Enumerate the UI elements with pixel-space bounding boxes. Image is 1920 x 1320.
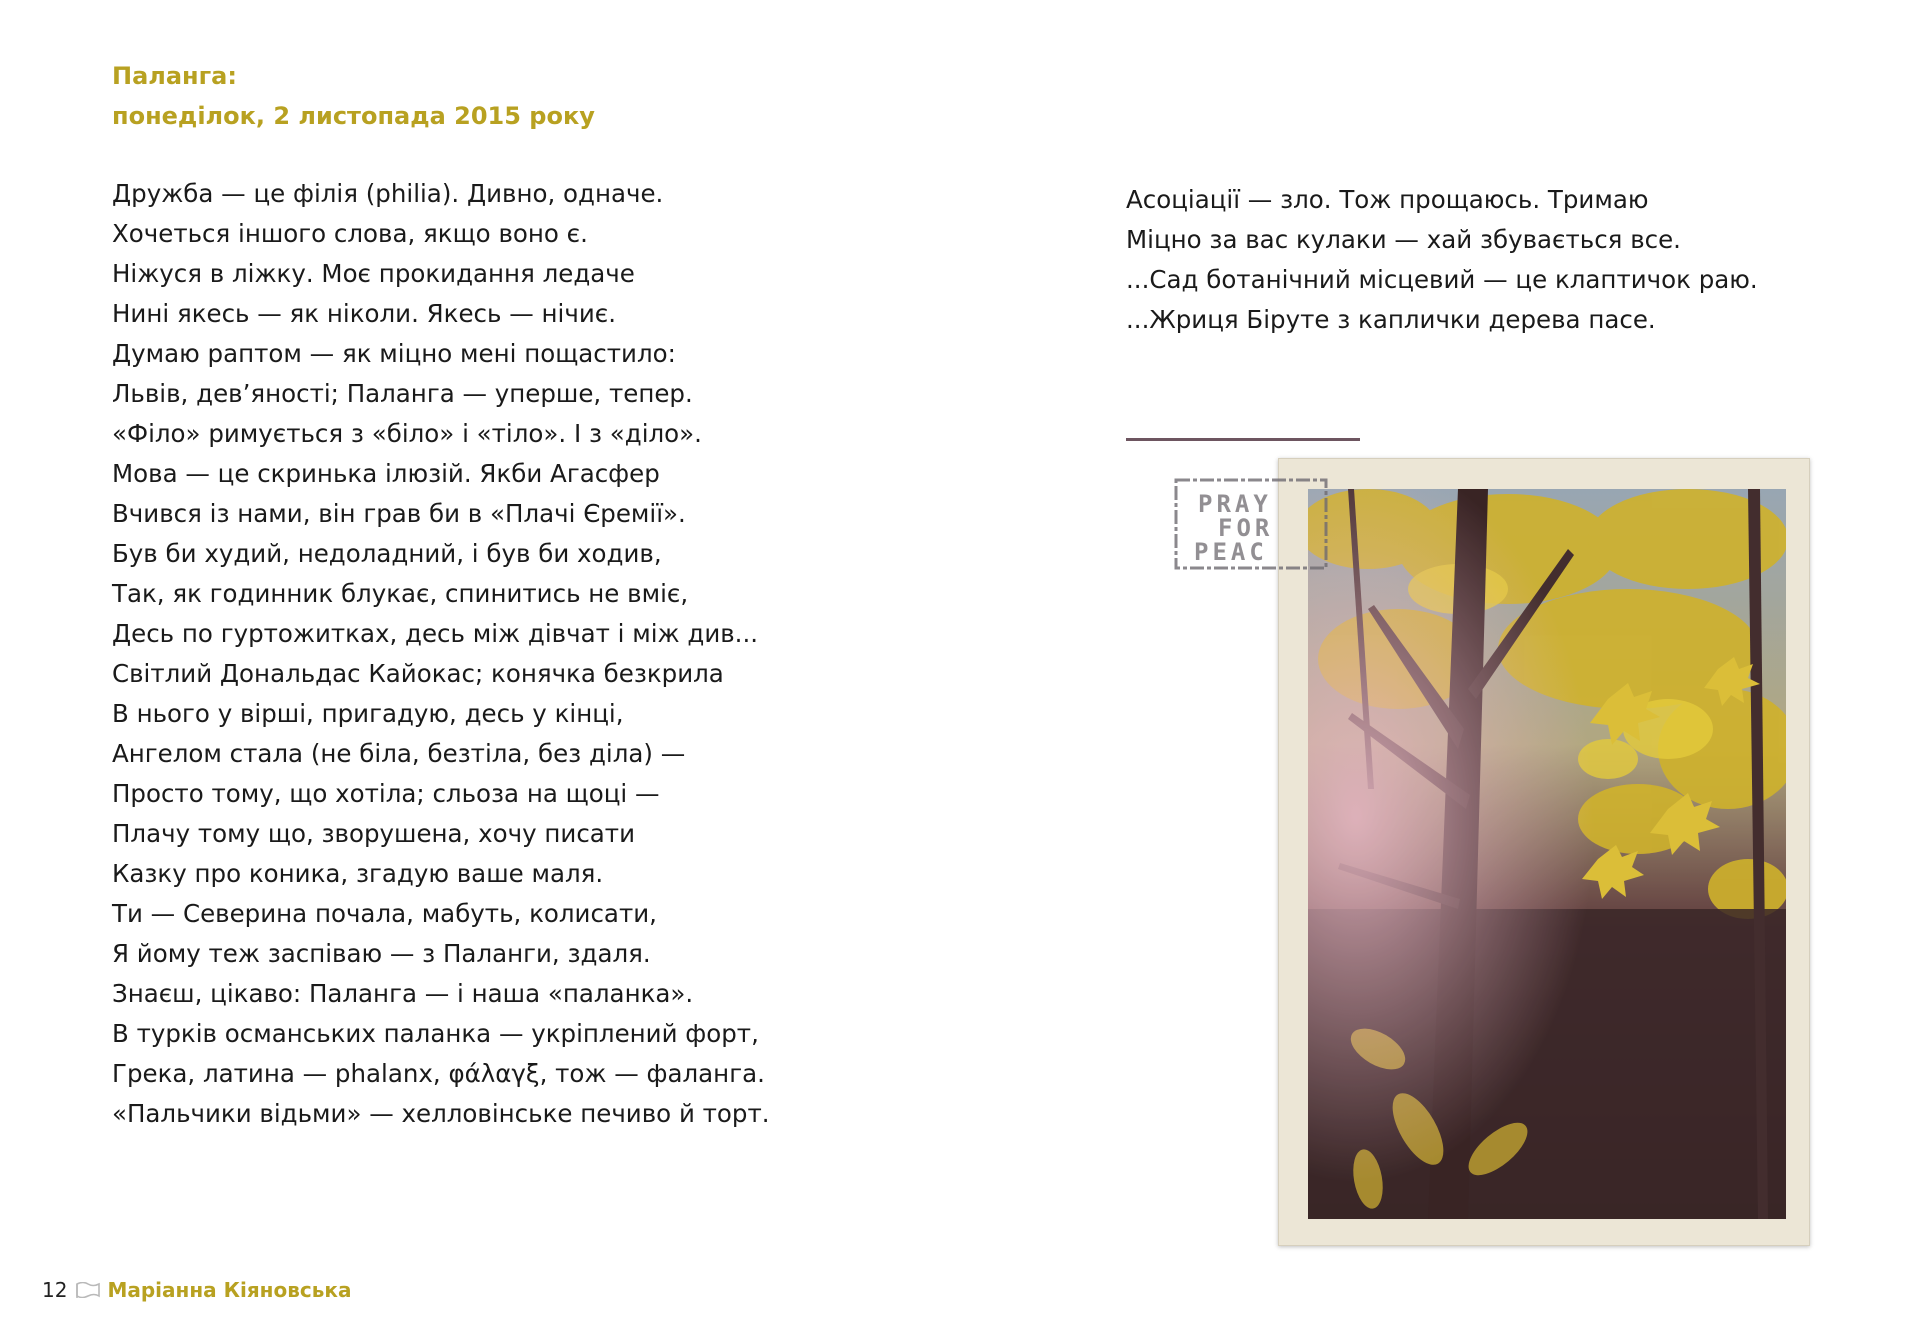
poem-line: Світлий Дональдас Кайокас; конячка безкрила: [112, 659, 724, 688]
stamp-line-3: PEAC: [1194, 538, 1268, 566]
poem-line: Просто тому, що хотіла; сльоза на щоці —: [112, 779, 660, 808]
heading-date: понеділок, 2 листопада 2015 року: [112, 102, 595, 130]
poem-line: Вчився із нами, він грав би в «Плачі Єремії».: [112, 499, 686, 528]
flag-icon: [75, 1282, 101, 1298]
poem-line: Плачу тому що, зворушена, хочу писати: [112, 819, 636, 848]
poem-line: Знаєш, цікаво: Паланга — і наша «паланка».: [112, 979, 694, 1008]
poem-line: Нині якесь — як ніколи. Якесь — нічиє.: [112, 299, 616, 328]
poem-line: ...Жриця Біруте з каплички дерева пасе.: [1126, 305, 1656, 334]
poem-line: «Філо» римується з «біло» і «тіло». І з «діло».: [112, 419, 702, 448]
poem-line: Так, як годинник блукає, спинитись не вміє,: [112, 579, 689, 608]
poem-line: Грека, латина — phalanx, φάλαγξ, тож — фаланга.: [112, 1059, 765, 1088]
page-number: 12: [42, 1278, 68, 1302]
entry-heading: [112, 56, 595, 136]
poem-line: Був би худий, недоладний, і був би ходив,: [112, 539, 662, 568]
poem-line: «Пальчики відьми» — хелловінське печиво й торт.: [112, 1099, 770, 1128]
poem-line: Хочеться іншого слова, якщо воно є.: [112, 219, 588, 248]
stamp-line-1: PRAY: [1198, 490, 1272, 518]
poem-line: Ангелом стала (не біла, безтіла, без діла) —: [112, 739, 686, 768]
poem-line: В нього у вірші, пригадую, десь у кінці,: [112, 699, 624, 728]
autumn-tree-photo: [1308, 489, 1786, 1219]
poem-line: Міцно за вас кулаки — хай збувається все.: [1126, 225, 1681, 254]
poem-line: Львів, дев’яності; Паланга — уперше, тепер.: [112, 379, 693, 408]
poem-line: ...Сад ботанічний місцевий — це клаптичок раю.: [1126, 265, 1758, 294]
author-name: Маріанна Кіяновська: [107, 1278, 352, 1302]
stamp-line-2: FOR: [1218, 514, 1274, 542]
poem-left-column: [112, 174, 770, 1134]
poem-line: Думаю раптом — як міцно мені пощастило:: [112, 339, 676, 368]
poem-line: Десь по гуртожитках, десь між дівчат і між див...: [112, 619, 759, 648]
heading-place: Паланга:: [112, 62, 237, 90]
divider-rule: [1126, 438, 1360, 441]
polaroid-photo: [1278, 458, 1810, 1246]
pray-for-peace-stamp: [1172, 474, 1334, 576]
poem-line: В турків османських паланка — укріплений форт,: [112, 1019, 759, 1048]
poem-line: Дружба — це філія (philia). Дивно, одначе.: [112, 179, 664, 208]
poem-line: Асоціації — зло. Тож прощаюсь. Тримаю: [1126, 185, 1649, 214]
poem-line: Ніжуся в ліжку. Моє прокидання ледаче: [112, 259, 635, 288]
page-footer: [42, 1276, 351, 1304]
poem-right-column: [1126, 180, 1758, 340]
poem-line: Казку про коника, згадую ваше маля.: [112, 859, 604, 888]
poem-line: Я йому теж заспіваю — з Паланги, здаля.: [112, 939, 651, 968]
poem-line: Ти — Северина почала, мабуть, колисати,: [112, 899, 657, 928]
poem-line: Мова — це скринька ілюзій. Якби Агасфер: [112, 459, 660, 488]
